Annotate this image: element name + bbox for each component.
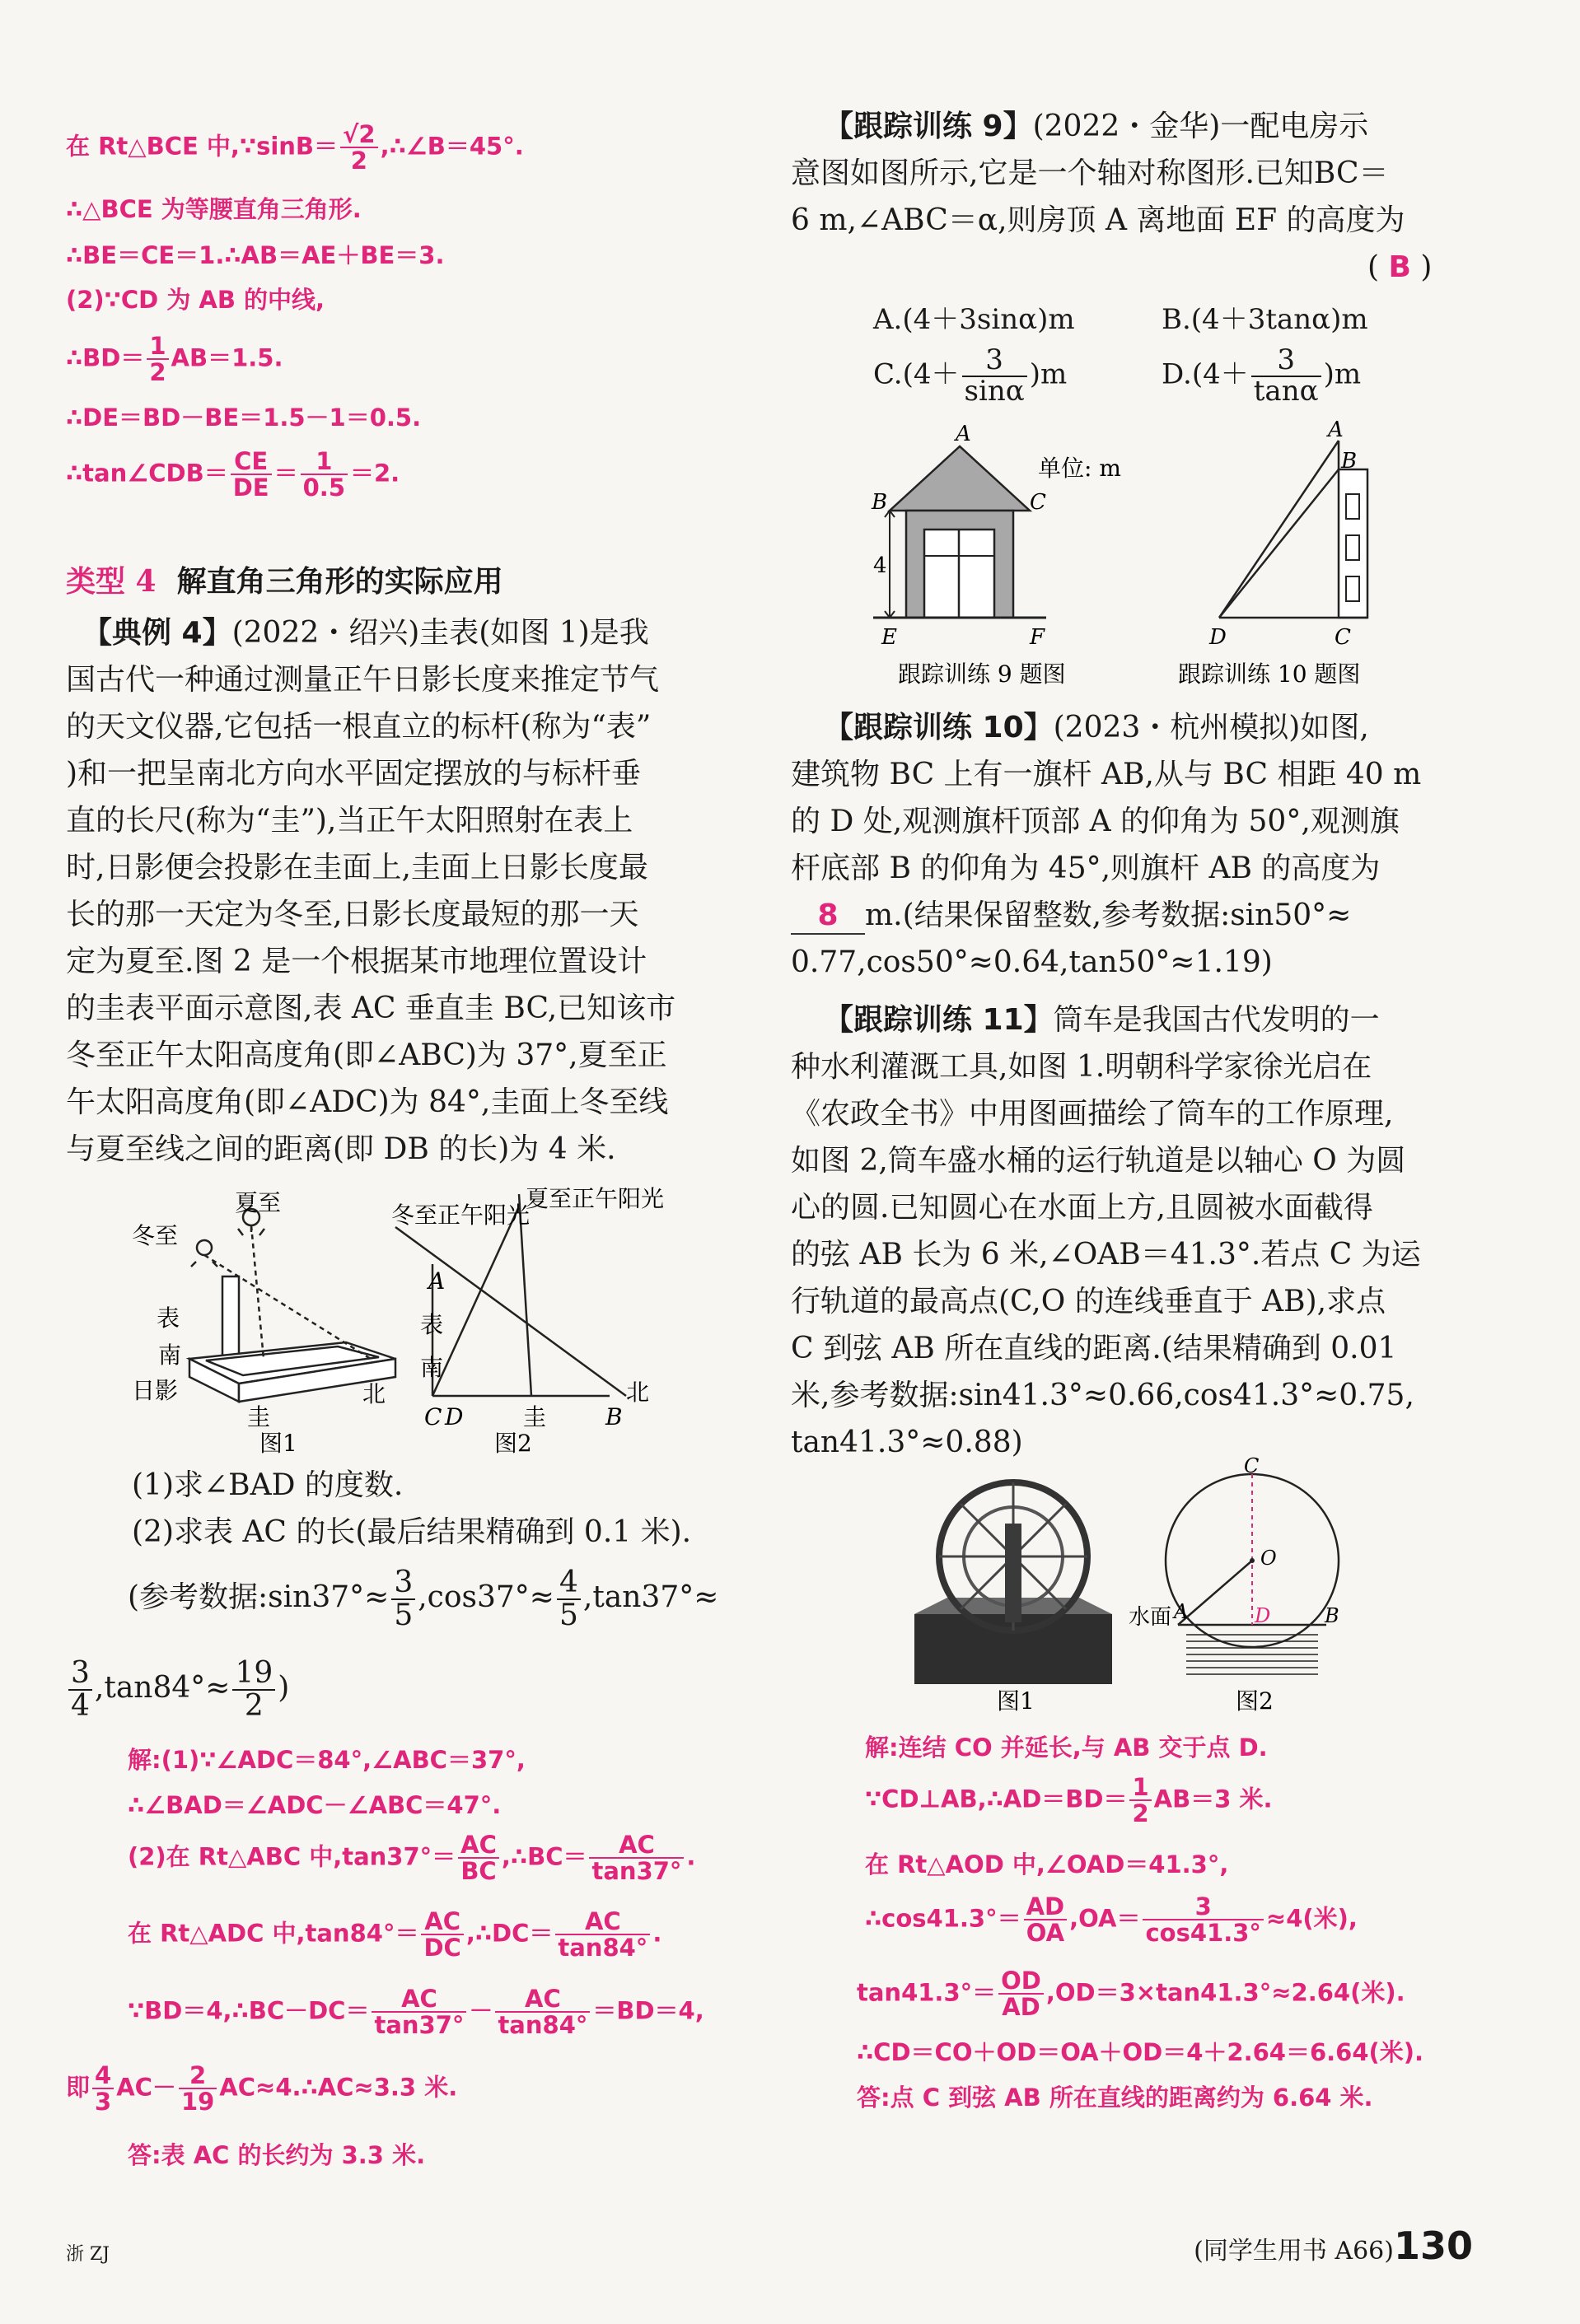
option-d: D.(4＋ $\frac{3}{\tan\alpha}$ )m	[1162, 343, 1362, 408]
t11-line: tan41.3°≈0.88)	[791, 1426, 1023, 1459]
t11-line: C 到弦 AB 所在直线的距离.(结果精确到 0.01	[791, 1332, 1397, 1365]
point-f: F	[1030, 625, 1045, 650]
figure-caption: 图1	[997, 1687, 1035, 1715]
t10-line: 8 m.(结果保留整数,参考数据:sin50°≈	[791, 892, 1351, 939]
prev-solution-line: (2)∵CD 为 AB 的中线,	[66, 286, 325, 314]
prev-solution-line: ∴DE＝BD－BE＝1.5－1＝0.5.	[66, 404, 422, 432]
t10-line: 建筑物 BC 上有一旗杆 AB,从与 BC 相距 40 m	[791, 758, 1422, 791]
prev-solution-line: ∴△BCE 为等腰直角三角形.	[66, 195, 362, 223]
example-line: 国古代一种通过测量正午日影长度来推定节气	[66, 663, 660, 697]
t10-line: 【跟踪训练 10】(2023・杭州模拟)如图,	[824, 711, 1369, 744]
example-line: 长的那一天定为冬至,日影长度最短的那一天	[66, 898, 639, 931]
question-2: (2)求表 AC 的长(最后结果精确到 0.1 米).	[132, 1515, 692, 1549]
example-line: 时,日影便会投影在圭面上,圭面上日影长度最	[66, 851, 648, 884]
label-bei: 北	[626, 1379, 650, 1406]
prev-solution-line: ∴BE＝CE＝1.∴AB＝AE＋BE＝3.	[66, 241, 445, 269]
t11-line: 米,参考数据:sin41.3°≈0.66,cos41.3°≈0.75,	[791, 1379, 1414, 1412]
point-c: C	[1335, 625, 1351, 650]
example-line: )和一把呈南北方向水平固定摆放的与标杆垂	[66, 757, 642, 791]
t10-line: 0.77,cos50°≈0.64,tan50°≈1.19)	[791, 945, 1273, 979]
point-d: D	[1209, 625, 1227, 650]
label-riying: 日影	[132, 1377, 179, 1404]
label-summer-sun: 夏至正午阳光	[526, 1185, 665, 1212]
point-o: O	[1260, 1547, 1277, 1570]
figure-caption: 跟踪训练 9 题图	[898, 660, 1066, 688]
example-line: 【典例 4】(2022・绍兴)圭表(如图 1)是我	[82, 616, 649, 650]
option-a: A.(4＋3sinα)m	[873, 303, 1075, 336]
t11-solution-line: ∴CD＝CO＋OD＝OA＋OD＝4＋2.64＝6.64(米).	[857, 2038, 1424, 2066]
t10-line: 杆底部 B 的仰角为 45°,则旗杆 AB 的高度为	[791, 852, 1381, 885]
point-a: A	[1328, 418, 1344, 442]
t11-line: 种水利灌溉工具,如图 1.明朝科学家徐光启在	[791, 1050, 1372, 1084]
option-b: B.(4＋3tanα)m	[1162, 303, 1368, 336]
page-footer: (同学生用书 A66)130	[1194, 2224, 1473, 2268]
point-b: B	[1325, 1604, 1339, 1627]
label-summer: 夏至	[235, 1189, 282, 1216]
label-bei: 北	[362, 1380, 386, 1407]
solution-line: (2)在 Rt△ABC 中,tan37°＝ $\frac{AC}{BC}$ ,∴BC＝ $\frac{AC}{\tan 37^\circ}$ .	[128, 1831, 696, 1886]
point-d: D	[445, 1403, 464, 1430]
waterwheel-photo	[914, 1474, 1112, 1713]
region-code: 浙 ZJ	[66, 2244, 110, 2265]
circle-diagram	[1129, 1454, 1376, 1715]
solution-line: ∵BD＝4,∴BC－DC＝ $\frac{AC}{\tan 37^\circ}$ － $\frac{AC}{\tan 84^\circ}$ ＝BD＝4,	[128, 1985, 704, 2040]
t10-line: 的 D 处,观测旗杆顶部 A 的仰角为 50°,观测旗	[791, 805, 1400, 838]
reference-data-cont: $\frac{3}{4}$ ,tan84°≈ $\frac{19}{2}$ )	[66, 1655, 289, 1722]
example-line: 的天文仪器,它包括一根直立的标杆(称为“表”	[66, 710, 652, 744]
t11-line: 如图 2,筒车盛水桶的运行轨道是以轴心 O 为圆	[791, 1144, 1406, 1178]
point-e: E	[881, 625, 897, 650]
t11-line: 【跟踪训练 11】筒车是我国古代发明的一	[824, 1003, 1380, 1037]
t9-line: 6 m,∠ABC＝α,则房顶 A 离地面 EF 的高度为	[791, 203, 1405, 237]
label-winter-sun: 冬至正午阳光	[391, 1202, 531, 1229]
example-line: 定为夏至.图 2 是一个根据某市地理位置设计	[66, 945, 647, 978]
t11-solution-line: ∴cos41.3°＝ $\frac{AD}{OA}$ ,OA＝ $\frac{3}{\cos 41.3^\circ}$ ≈4(米),	[865, 1892, 1358, 1948]
label-gui: 圭	[523, 1403, 547, 1430]
t11-solution-line: tan41.3°＝ $\frac{OD}{AD}$ ,OD＝3×tan41.3°≈2.64(米).	[857, 1967, 1405, 2022]
t11-line: 行轨道的最高点(C,O 的连线垂直于 AB),求点	[791, 1285, 1386, 1318]
t11-solution-line: 解:连结 CO 并延长,与 AB 交于点 D.	[865, 1734, 1268, 1762]
point-c: C	[1244, 1454, 1260, 1477]
height-label: 4	[873, 553, 887, 578]
example-line: 的圭表平面示意图,表 AC 垂直圭 BC,已知该市	[66, 992, 676, 1025]
point-c: C	[424, 1403, 442, 1430]
flagpole-figure	[1170, 420, 1450, 692]
reference-data: (参考数据:sin37°≈ $\frac{3}{5}$ ,cos37°≈ $\frac{4}{5}$ ,tan37°≈	[128, 1566, 719, 1632]
label-biao: 表	[420, 1311, 444, 1338]
label-winter: 冬至	[132, 1222, 179, 1249]
point-b: B	[872, 490, 888, 515]
prev-solution-line: 在 Rt△BCE 中,∵sinB＝ $\frac{√2}{2}$ ,∴∠B＝45°.	[66, 120, 524, 175]
solution-answer: 答:表 AC 的长约为 3.3 米.	[128, 2141, 426, 2169]
section-title: 类型 4 解直角三角形的实际应用	[66, 564, 503, 599]
label-nan: 南	[158, 1342, 182, 1369]
t11-line: 心的圆.已知圆心在水面上方,且圆被水面截得	[791, 1191, 1373, 1225]
gnomon-figure-2	[313, 1186, 725, 1458]
point-b: B	[605, 1403, 623, 1430]
figure-caption: 图1	[259, 1430, 297, 1457]
option-c: C.(4＋ $\frac{3}{\sin\alpha}$ )m	[873, 343, 1068, 408]
t11-solution-line: ∵CD⊥AB,∴AD＝BD＝ $\frac{1}{2}$ AB＝3 米.	[865, 1773, 1273, 1828]
solution-line: 在 Rt△ADC 中,tan84°＝ $\frac{AC}{DC}$ ,∴DC＝ $\frac{AC}{\tan 84^\circ}$ .	[128, 1907, 662, 1962]
t9-answer: ( B )	[1367, 250, 1433, 284]
question-1: (1)求∠BAD 的度数.	[132, 1468, 404, 1502]
example-line: 与夏至线之间的距离(即 DB 的长)为 4 米.	[66, 1132, 616, 1166]
t9-line: 【跟踪训练 9】(2022・金华)一配电房示	[824, 110, 1369, 143]
point-a: A	[1174, 1600, 1189, 1623]
water-label: 水面	[1129, 1605, 1172, 1630]
example-line: 冬至正午太阳高度角(即∠ABC)为 37°,夏至正	[66, 1038, 667, 1072]
point-a: A	[956, 422, 971, 446]
point-c: C	[1030, 490, 1046, 515]
prev-solution-line: ∴tan∠CDB＝ $\frac{CE}{DE}$ ＝ $\frac{1}{0.5}$ ＝2.	[66, 447, 400, 502]
point-d: D	[1255, 1604, 1271, 1627]
t9-line: 意图如图所示,它是一个轴对称图形.已知BC＝	[791, 156, 1389, 190]
page-number: 130	[1393, 2224, 1473, 2268]
point-a: A	[428, 1267, 446, 1295]
unit-label: 单位: m	[1038, 455, 1121, 482]
figure-caption: 图2	[1236, 1687, 1274, 1715]
solution-line: 解:(1)∵∠ADC＝84°,∠ABC＝37°,	[128, 1746, 526, 1774]
example-line: 直的长尺(称为“圭”),当正午太阳照射在表上	[66, 804, 633, 838]
example-line: 午太阳高度角(即∠ADC)为 84°,圭面上冬至线	[66, 1085, 669, 1119]
house-figure	[873, 420, 1145, 692]
prev-solution-line: ∴BD＝ $\frac{1}{2}$ AB＝1.5.	[66, 332, 283, 387]
t11-solution-answer: 答:点 C 到弦 AB 所在直线的距离约为 6.64 米.	[857, 2084, 1373, 2112]
figure-caption: 图2	[494, 1430, 532, 1457]
solution-line: 即 $\frac{4}{3}$ AC－ $\frac{2}{19}$ AC≈4.∴AC≈3.3 米.	[66, 2061, 458, 2116]
label-biao: 表	[157, 1304, 180, 1332]
t11-line: 的弦 AB 长为 6 米,∠OAB＝41.3°.若点 C 为运	[791, 1238, 1421, 1272]
t11-solution-line: 在 Rt△AOD 中,∠OAD＝41.3°,	[865, 1850, 1229, 1878]
point-b: B	[1341, 449, 1358, 474]
solution-line: ∴∠BAD＝∠ADC－∠ABC＝47°.	[128, 1791, 502, 1819]
label-gui: 圭	[247, 1403, 271, 1430]
figure-caption: 跟踪训练 10 题图	[1178, 660, 1361, 688]
label-nan: 南	[420, 1354, 444, 1381]
sun-winter-icon	[197, 1240, 212, 1255]
t11-line: 《农政全书》中用图画描绘了筒车的工作原理,	[791, 1097, 1394, 1131]
